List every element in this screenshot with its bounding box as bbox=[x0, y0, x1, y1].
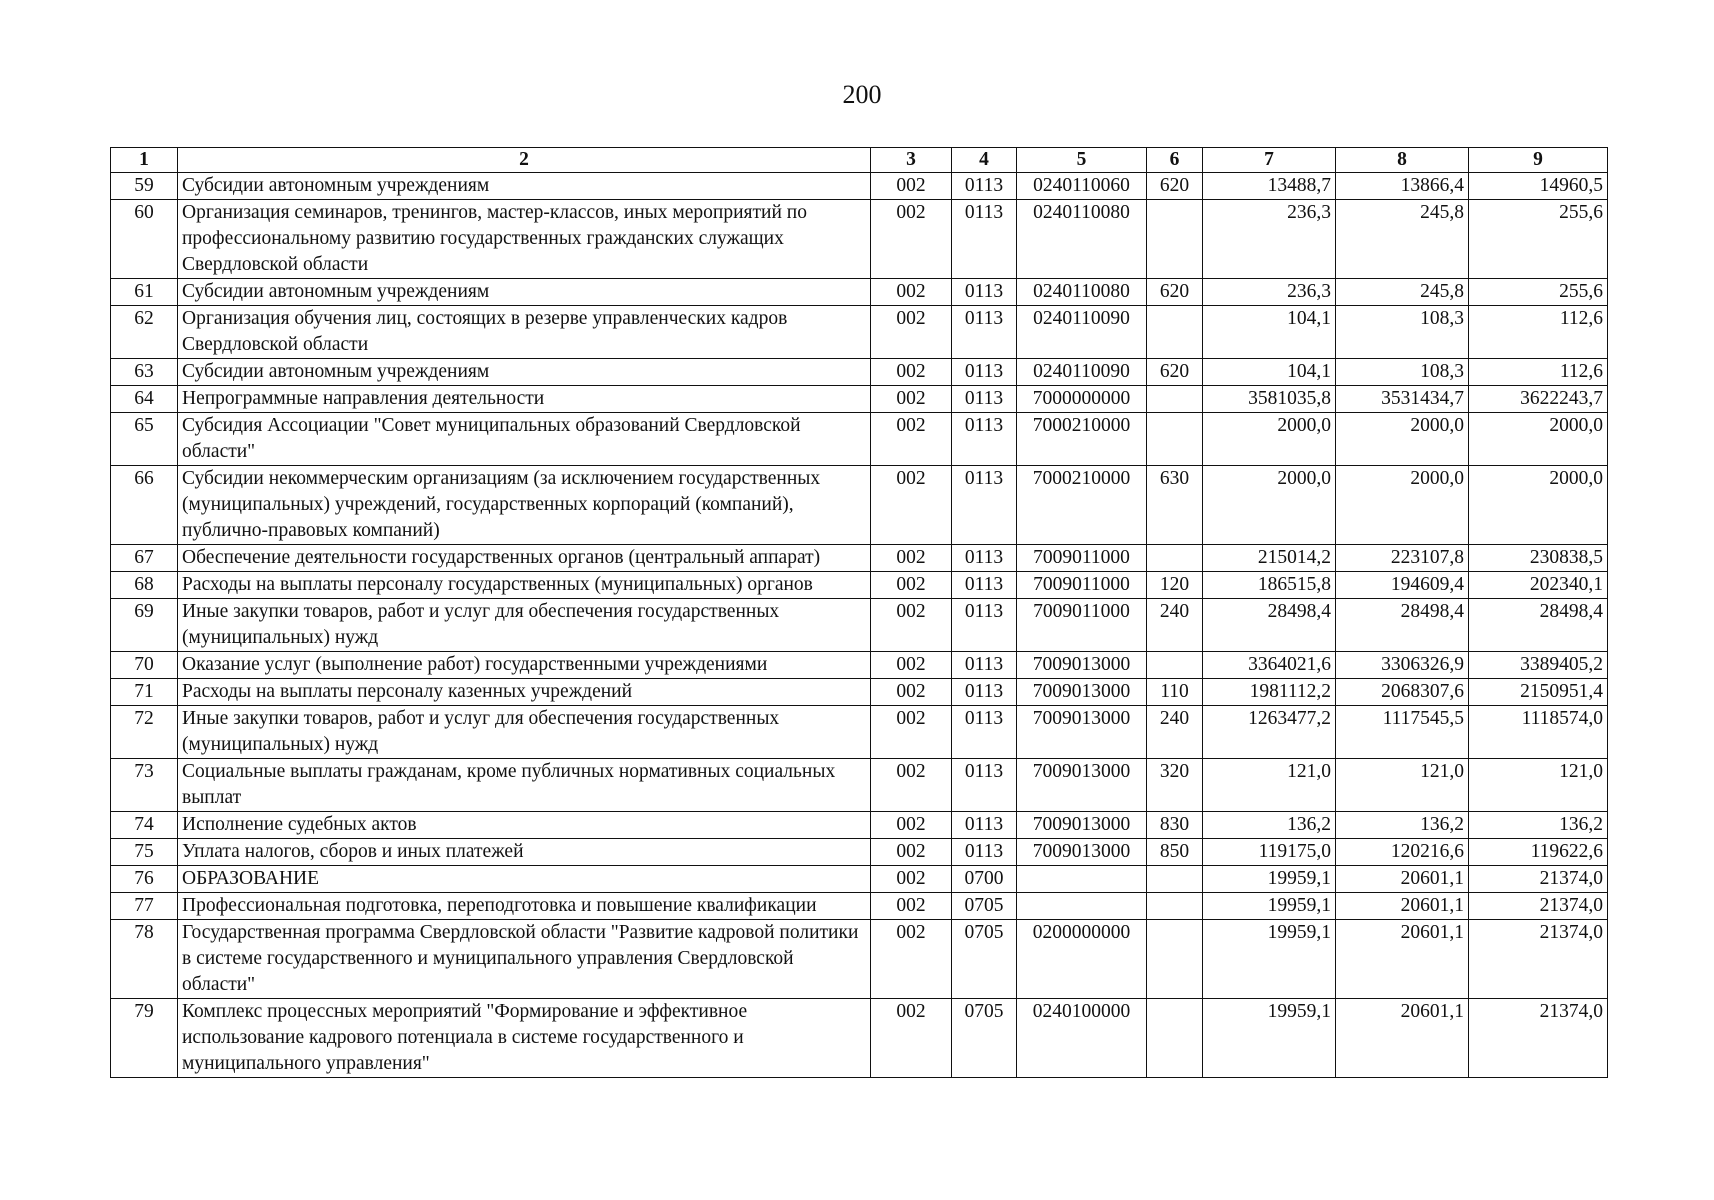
row-name-cell: Непрограммные направления деятельности bbox=[178, 386, 871, 413]
expense-type-cell: 120 bbox=[1147, 572, 1203, 599]
section-code-cell: 0113 bbox=[952, 386, 1017, 413]
target-article-cell: 0240100000 bbox=[1017, 999, 1147, 1078]
amount-cell-col7: 19959,1 bbox=[1203, 920, 1336, 999]
row-name-cell: Уплата налогов, сборов и иных платежей bbox=[178, 839, 871, 866]
amount-cell-col9: 1118574,0 bbox=[1469, 706, 1608, 759]
target-article-cell: 0200000000 bbox=[1017, 920, 1147, 999]
target-article-cell: 7009013000 bbox=[1017, 706, 1147, 759]
column-header: 3 bbox=[871, 148, 952, 173]
amount-cell-col9: 112,6 bbox=[1469, 306, 1608, 359]
amount-cell-col7: 28498,4 bbox=[1203, 599, 1336, 652]
row-number-cell: 77 bbox=[111, 893, 178, 920]
ministry-code-cell: 002 bbox=[871, 306, 952, 359]
table-row bbox=[111, 893, 1608, 920]
row-name-cell: Организация семинаров, тренингов, мастер-классов, иных мероприятий по профессиональному развитию государственных гражданских служащих Свердловской области bbox=[178, 200, 871, 279]
expense-type-cell bbox=[1147, 920, 1203, 999]
target-article-cell: 7009011000 bbox=[1017, 545, 1147, 572]
amount-cell-col7: 1981112,2 bbox=[1203, 679, 1336, 706]
amount-cell-col9: 230838,5 bbox=[1469, 545, 1608, 572]
ministry-code-cell: 002 bbox=[871, 386, 952, 413]
amount-cell-col8: 2000,0 bbox=[1336, 413, 1469, 466]
section-code-cell: 0700 bbox=[952, 866, 1017, 893]
row-name-cell: Государственная программа Свердловской области "Развитие кадровой политики в системе государственного и муниципального управления Свердловской области" bbox=[178, 920, 871, 999]
page-number: 200 bbox=[842, 80, 882, 109]
table-row bbox=[111, 572, 1608, 599]
ministry-code-cell: 002 bbox=[871, 679, 952, 706]
ministry-code-cell: 002 bbox=[871, 599, 952, 652]
expense-type-cell: 240 bbox=[1147, 706, 1203, 759]
amount-cell-col8: 3306326,9 bbox=[1336, 652, 1469, 679]
budget-table bbox=[110, 147, 1608, 1078]
column-header: 8 bbox=[1336, 148, 1469, 173]
expense-type-cell: 630 bbox=[1147, 466, 1203, 545]
section-code-cell: 0113 bbox=[952, 652, 1017, 679]
row-name-cell: Иные закупки товаров, работ и услуг для обеспечения государственных (муниципальных) нужд bbox=[178, 706, 871, 759]
amount-cell-col8: 3531434,7 bbox=[1336, 386, 1469, 413]
amount-cell-col8: 223107,8 bbox=[1336, 545, 1469, 572]
table-row bbox=[111, 200, 1608, 279]
ministry-code-cell: 002 bbox=[871, 839, 952, 866]
target-article-cell: 7000210000 bbox=[1017, 466, 1147, 545]
expense-type-cell: 830 bbox=[1147, 812, 1203, 839]
amount-cell-col8: 120216,6 bbox=[1336, 839, 1469, 866]
section-code-cell: 0113 bbox=[952, 572, 1017, 599]
amount-cell-col9: 2150951,4 bbox=[1469, 679, 1608, 706]
target-article-cell: 0240110090 bbox=[1017, 306, 1147, 359]
row-number-cell: 70 bbox=[111, 652, 178, 679]
target-article-cell bbox=[1017, 866, 1147, 893]
row-number-cell: 74 bbox=[111, 812, 178, 839]
amount-cell-col8: 20601,1 bbox=[1336, 999, 1469, 1078]
table-row bbox=[111, 839, 1608, 866]
amount-cell-col9: 136,2 bbox=[1469, 812, 1608, 839]
row-number-cell: 65 bbox=[111, 413, 178, 466]
table-row bbox=[111, 866, 1608, 893]
target-article-cell: 0240110060 bbox=[1017, 173, 1147, 200]
section-code-cell: 0113 bbox=[952, 306, 1017, 359]
section-code-cell: 0113 bbox=[952, 839, 1017, 866]
amount-cell-col7: 19959,1 bbox=[1203, 893, 1336, 920]
table-row bbox=[111, 386, 1608, 413]
target-article-cell: 0240110090 bbox=[1017, 359, 1147, 386]
amount-cell-col7: 2000,0 bbox=[1203, 466, 1336, 545]
amount-cell-col8: 108,3 bbox=[1336, 359, 1469, 386]
amount-cell-col8: 2068307,6 bbox=[1336, 679, 1469, 706]
row-name-cell: Организация обучения лиц, состоящих в резерве управленческих кадров Свердловской области bbox=[178, 306, 871, 359]
row-name-cell: Иные закупки товаров, работ и услуг для обеспечения государственных (муниципальных) нужд bbox=[178, 599, 871, 652]
amount-cell-col7: 236,3 bbox=[1203, 200, 1336, 279]
table-row bbox=[111, 306, 1608, 359]
expense-type-cell: 620 bbox=[1147, 173, 1203, 200]
row-number-cell: 61 bbox=[111, 279, 178, 306]
column-header: 7 bbox=[1203, 148, 1336, 173]
column-header: 5 bbox=[1017, 148, 1147, 173]
amount-cell-col8: 121,0 bbox=[1336, 759, 1469, 812]
section-code-cell: 0705 bbox=[952, 999, 1017, 1078]
amount-cell-col7: 2000,0 bbox=[1203, 413, 1336, 466]
row-number-cell: 68 bbox=[111, 572, 178, 599]
amount-cell-col8: 2000,0 bbox=[1336, 466, 1469, 545]
amount-cell-col7: 215014,2 bbox=[1203, 545, 1336, 572]
table-row bbox=[111, 359, 1608, 386]
row-number-cell: 64 bbox=[111, 386, 178, 413]
amount-cell-col8: 108,3 bbox=[1336, 306, 1469, 359]
row-number-cell: 76 bbox=[111, 866, 178, 893]
amount-cell-col9: 112,6 bbox=[1469, 359, 1608, 386]
amount-cell-col9: 202340,1 bbox=[1469, 572, 1608, 599]
amount-cell-col9: 28498,4 bbox=[1469, 599, 1608, 652]
amount-cell-col7: 136,2 bbox=[1203, 812, 1336, 839]
expense-type-cell: 110 bbox=[1147, 679, 1203, 706]
row-number-cell: 73 bbox=[111, 759, 178, 812]
amount-cell-col8: 13866,4 bbox=[1336, 173, 1469, 200]
amount-cell-col9: 255,6 bbox=[1469, 279, 1608, 306]
amount-cell-col7: 3581035,8 bbox=[1203, 386, 1336, 413]
row-name-cell: Исполнение судебных актов bbox=[178, 812, 871, 839]
amount-cell-col7: 121,0 bbox=[1203, 759, 1336, 812]
table-row bbox=[111, 599, 1608, 652]
row-name-cell: Субсидии автономным учреждениям bbox=[178, 173, 871, 200]
section-code-cell: 0113 bbox=[952, 279, 1017, 306]
amount-cell-col9: 21374,0 bbox=[1469, 999, 1608, 1078]
row-number-cell: 75 bbox=[111, 839, 178, 866]
table-row bbox=[111, 279, 1608, 306]
expense-type-cell bbox=[1147, 386, 1203, 413]
row-name-cell: Субсидии автономным учреждениям bbox=[178, 359, 871, 386]
expense-type-cell bbox=[1147, 200, 1203, 279]
column-header: 6 bbox=[1147, 148, 1203, 173]
table-row bbox=[111, 173, 1608, 200]
amount-cell-col8: 20601,1 bbox=[1336, 920, 1469, 999]
amount-cell-col8: 20601,1 bbox=[1336, 893, 1469, 920]
row-number-cell: 79 bbox=[111, 999, 178, 1078]
target-article-cell: 7009011000 bbox=[1017, 572, 1147, 599]
ministry-code-cell: 002 bbox=[871, 545, 952, 572]
target-article-cell: 0240110080 bbox=[1017, 200, 1147, 279]
target-article-cell: 7009013000 bbox=[1017, 812, 1147, 839]
amount-cell-col9: 21374,0 bbox=[1469, 893, 1608, 920]
target-article-cell bbox=[1017, 893, 1147, 920]
target-article-cell: 7009013000 bbox=[1017, 679, 1147, 706]
amount-cell-col9: 2000,0 bbox=[1469, 466, 1608, 545]
target-article-cell: 7009013000 bbox=[1017, 759, 1147, 812]
row-name-cell: Субсидии автономным учреждениям bbox=[178, 279, 871, 306]
table-row bbox=[111, 466, 1608, 545]
ministry-code-cell: 002 bbox=[871, 759, 952, 812]
expense-type-cell bbox=[1147, 999, 1203, 1078]
amount-cell-col7: 19959,1 bbox=[1203, 866, 1336, 893]
ministry-code-cell: 002 bbox=[871, 866, 952, 893]
amount-cell-col8: 136,2 bbox=[1336, 812, 1469, 839]
ministry-code-cell: 002 bbox=[871, 173, 952, 200]
expense-type-cell bbox=[1147, 306, 1203, 359]
section-code-cell: 0113 bbox=[952, 413, 1017, 466]
ministry-code-cell: 002 bbox=[871, 652, 952, 679]
expense-type-cell: 850 bbox=[1147, 839, 1203, 866]
row-number-cell: 59 bbox=[111, 173, 178, 200]
ministry-code-cell: 002 bbox=[871, 572, 952, 599]
section-code-cell: 0705 bbox=[952, 893, 1017, 920]
ministry-code-cell: 002 bbox=[871, 279, 952, 306]
amount-cell-col9: 255,6 bbox=[1469, 200, 1608, 279]
table-row bbox=[111, 812, 1608, 839]
column-header: 4 bbox=[952, 148, 1017, 173]
ministry-code-cell: 002 bbox=[871, 413, 952, 466]
target-article-cell: 7000000000 bbox=[1017, 386, 1147, 413]
section-code-cell: 0705 bbox=[952, 920, 1017, 999]
expense-type-cell bbox=[1147, 652, 1203, 679]
column-header: 2 bbox=[178, 148, 871, 173]
row-number-cell: 78 bbox=[111, 920, 178, 999]
row-name-cell: Оказание услуг (выполнение работ) государственными учреждениями bbox=[178, 652, 871, 679]
section-code-cell: 0113 bbox=[952, 359, 1017, 386]
table-row bbox=[111, 413, 1608, 466]
section-code-cell: 0113 bbox=[952, 812, 1017, 839]
amount-cell-col7: 19959,1 bbox=[1203, 999, 1336, 1078]
row-number-cell: 69 bbox=[111, 599, 178, 652]
row-name-cell: Расходы на выплаты персоналу казенных учреждений bbox=[178, 679, 871, 706]
row-number-cell: 63 bbox=[111, 359, 178, 386]
column-header: 1 bbox=[111, 148, 178, 173]
ministry-code-cell: 002 bbox=[871, 893, 952, 920]
ministry-code-cell: 002 bbox=[871, 706, 952, 759]
amount-cell-col9: 21374,0 bbox=[1469, 920, 1608, 999]
column-header: 9 bbox=[1469, 148, 1608, 173]
section-code-cell: 0113 bbox=[952, 200, 1017, 279]
row-name-cell: Обеспечение деятельности государственных органов (центральный аппарат) bbox=[178, 545, 871, 572]
expense-type-cell bbox=[1147, 413, 1203, 466]
amount-cell-col8: 20601,1 bbox=[1336, 866, 1469, 893]
ministry-code-cell: 002 bbox=[871, 200, 952, 279]
table-row bbox=[111, 679, 1608, 706]
table-body bbox=[111, 173, 1608, 1078]
table-header-row bbox=[111, 148, 1608, 173]
target-article-cell: 7000210000 bbox=[1017, 413, 1147, 466]
ministry-code-cell: 002 bbox=[871, 466, 952, 545]
row-number-cell: 72 bbox=[111, 706, 178, 759]
ministry-code-cell: 002 bbox=[871, 920, 952, 999]
amount-cell-col9: 2000,0 bbox=[1469, 413, 1608, 466]
expense-type-cell bbox=[1147, 893, 1203, 920]
amount-cell-col8: 194609,4 bbox=[1336, 572, 1469, 599]
ministry-code-cell: 002 bbox=[871, 812, 952, 839]
expense-type-cell: 620 bbox=[1147, 279, 1203, 306]
section-code-cell: 0113 bbox=[952, 599, 1017, 652]
amount-cell-col8: 1117545,5 bbox=[1336, 706, 1469, 759]
amount-cell-col9: 14960,5 bbox=[1469, 173, 1608, 200]
section-code-cell: 0113 bbox=[952, 466, 1017, 545]
amount-cell-col9: 121,0 bbox=[1469, 759, 1608, 812]
amount-cell-col8: 245,8 bbox=[1336, 200, 1469, 279]
expense-type-cell: 620 bbox=[1147, 359, 1203, 386]
row-name-cell: Профессиональная подготовка, переподготовка и повышение квалификации bbox=[178, 893, 871, 920]
target-article-cell: 7009011000 bbox=[1017, 599, 1147, 652]
amount-cell-col7: 186515,8 bbox=[1203, 572, 1336, 599]
amount-cell-col9: 3389405,2 bbox=[1469, 652, 1608, 679]
amount-cell-col9: 119622,6 bbox=[1469, 839, 1608, 866]
target-article-cell: 7009013000 bbox=[1017, 652, 1147, 679]
row-number-cell: 60 bbox=[111, 200, 178, 279]
expense-type-cell bbox=[1147, 545, 1203, 572]
ministry-code-cell: 002 bbox=[871, 999, 952, 1078]
amount-cell-col8: 28498,4 bbox=[1336, 599, 1469, 652]
section-code-cell: 0113 bbox=[952, 706, 1017, 759]
target-article-cell: 7009013000 bbox=[1017, 839, 1147, 866]
ministry-code-cell: 002 bbox=[871, 359, 952, 386]
row-name-cell: ОБРАЗОВАНИЕ bbox=[178, 866, 871, 893]
section-code-cell: 0113 bbox=[952, 679, 1017, 706]
table-row bbox=[111, 920, 1608, 999]
amount-cell-col9: 3622243,7 bbox=[1469, 386, 1608, 413]
row-number-cell: 66 bbox=[111, 466, 178, 545]
table-row bbox=[111, 759, 1608, 812]
row-number-cell: 62 bbox=[111, 306, 178, 359]
amount-cell-col8: 245,8 bbox=[1336, 279, 1469, 306]
table-row bbox=[111, 706, 1608, 759]
section-code-cell: 0113 bbox=[952, 173, 1017, 200]
row-name-cell: Расходы на выплаты персоналу государственных (муниципальных) органов bbox=[178, 572, 871, 599]
amount-cell-col7: 3364021,6 bbox=[1203, 652, 1336, 679]
table-row bbox=[111, 999, 1608, 1078]
table-row bbox=[111, 652, 1608, 679]
amount-cell-col7: 236,3 bbox=[1203, 279, 1336, 306]
amount-cell-col7: 13488,7 bbox=[1203, 173, 1336, 200]
row-name-cell: Субсидии некоммерческим организациям (за исключением государственных (муниципальных) учреждений, государственных корпораций (компаний), публично-правовых компаний) bbox=[178, 466, 871, 545]
expense-type-cell: 240 bbox=[1147, 599, 1203, 652]
row-number-cell: 71 bbox=[111, 679, 178, 706]
expense-type-cell: 320 bbox=[1147, 759, 1203, 812]
amount-cell-col7: 1263477,2 bbox=[1203, 706, 1336, 759]
section-code-cell: 0113 bbox=[952, 759, 1017, 812]
row-name-cell: Комплекс процессных мероприятий "Формирование и эффективное использование кадрового потенциала в системе государственного и муниципального управления" bbox=[178, 999, 871, 1078]
amount-cell-col7: 119175,0 bbox=[1203, 839, 1336, 866]
amount-cell-col7: 104,1 bbox=[1203, 306, 1336, 359]
target-article-cell: 0240110080 bbox=[1017, 279, 1147, 306]
amount-cell-col9: 21374,0 bbox=[1469, 866, 1608, 893]
expense-type-cell bbox=[1147, 866, 1203, 893]
section-code-cell: 0113 bbox=[952, 545, 1017, 572]
row-number-cell: 67 bbox=[111, 545, 178, 572]
table-row bbox=[111, 545, 1608, 572]
amount-cell-col7: 104,1 bbox=[1203, 359, 1336, 386]
row-name-cell: Социальные выплаты гражданам, кроме публичных нормативных социальных выплат bbox=[178, 759, 871, 812]
row-name-cell: Субсидия Ассоциации "Совет муниципальных образований Свердловской области" bbox=[178, 413, 871, 466]
